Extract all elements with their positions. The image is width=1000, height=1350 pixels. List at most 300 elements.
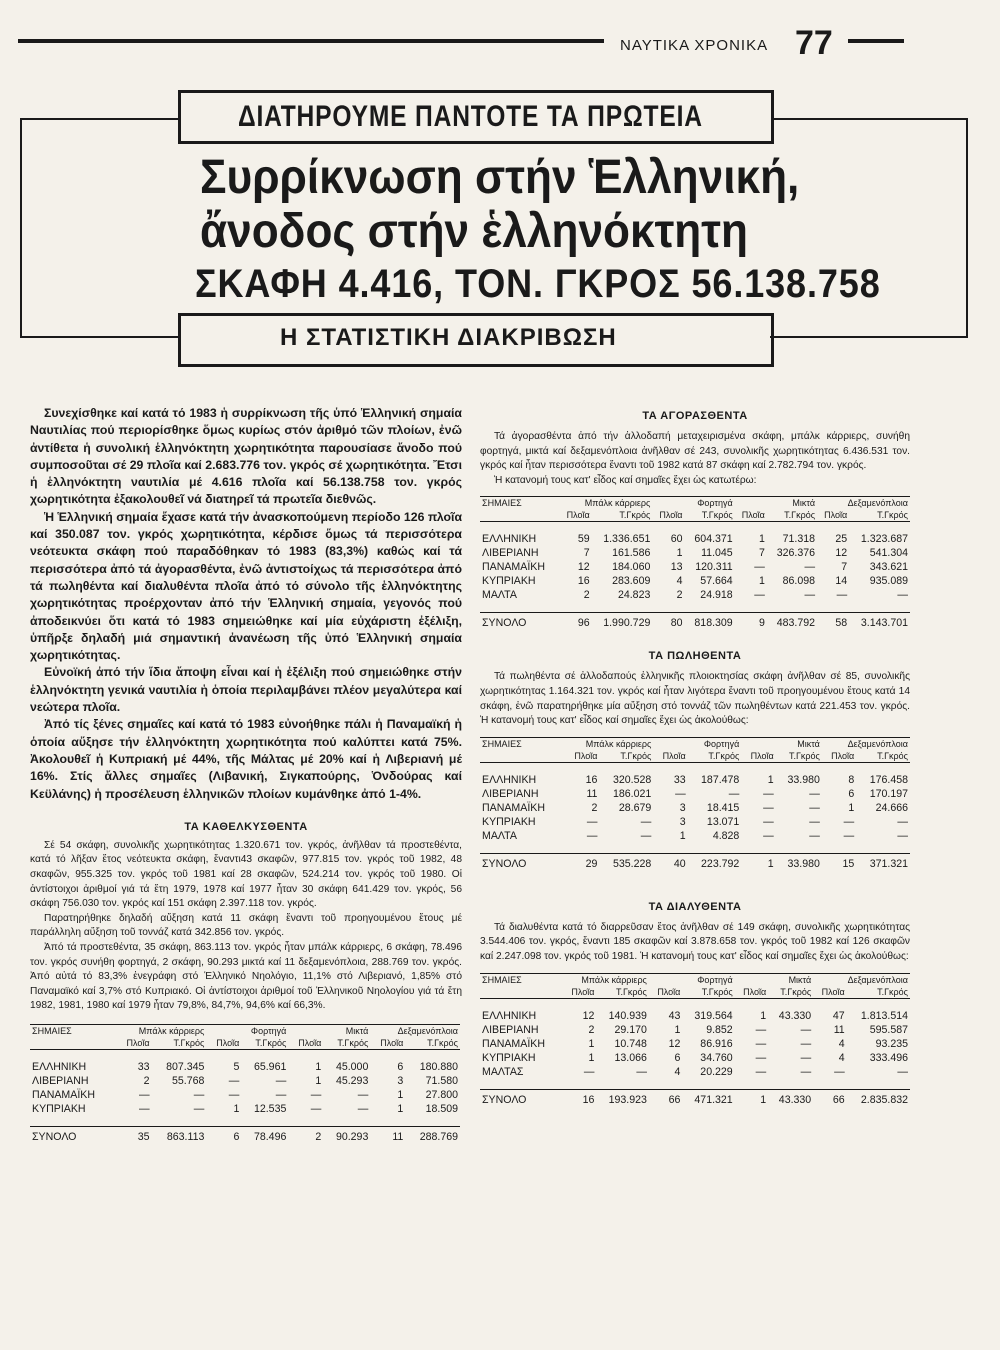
bought-para-2: Ἡ κατανομή τους κατ' εἶδος καί σημαῖες ἔχει ὡς κατωτέρω:: [494, 474, 757, 486]
total-cell: 818.309: [685, 613, 735, 631]
column-header-grt: Τ.Γκρός: [682, 986, 734, 999]
table-cell: —: [809, 787, 820, 800]
total-label: ΣΥΝΟΛΟ: [480, 1089, 563, 1107]
section-title-sold: ΤΑ ΠΩΛΗΘΕΝΤΑ: [648, 650, 742, 663]
total-cell: 78.496: [241, 1126, 288, 1144]
subtitle: Η ΣΤΑΤΙΣΤΙΚΗ ΔΙΑΚΡΙΒΩΣΗ: [280, 324, 617, 351]
table-cell: 186.021: [613, 787, 652, 800]
table-cell: 86.098: [782, 575, 816, 588]
spacer: [480, 522, 910, 533]
table-row: [30, 1074, 460, 1088]
spacer: [480, 1079, 910, 1090]
table-cell: 4: [838, 1051, 845, 1064]
table-cell: —: [310, 1102, 322, 1115]
table-cell: —: [755, 1065, 767, 1078]
table-cell: 4.828: [712, 829, 740, 842]
table-cell: 1: [760, 1009, 767, 1022]
table-cell: 18.509: [425, 1102, 458, 1115]
column-header-cargo: Φορτηγά: [652, 497, 734, 510]
total-cell: 90.293: [323, 1126, 370, 1144]
column-header-bulk: Μπάλκ κάρριερς: [563, 973, 649, 986]
table-cell: —: [138, 1088, 150, 1101]
spacer: [480, 602, 910, 613]
launched-para-2: Παρατηρήθηκε δηλαδή αὔξηση κατά 11 σκάφη ἔναντι τοῦ προηγουμένου ἔτους μέ παράλληλη αὔξηση τοῦ τοννάζ κατά 342.856 τον. γκρός.: [30, 912, 462, 939]
table-cell: 1: [588, 1037, 595, 1050]
table-cell: 7: [841, 561, 848, 574]
flag-name: ΚΥΠΡΙΑΚΗ: [32, 1102, 86, 1115]
table-cell: 1.813.514: [860, 1009, 908, 1022]
column-header-ships: Πλοῖα: [563, 986, 597, 999]
table-cell: 120.311: [695, 561, 733, 574]
table-cell: —: [675, 787, 686, 800]
scrapped-para-1: Τά διαλυθέντα κατά τό διαρρεῦσαν ἔτος ἀνῆλθαν σέ 149 σκάφη, συνολικῆς χωρητικότητας 3.544.406 τον. γκρός, ἔναντι 185 σκαφῶν καί 3.878.658 τον. γκρός τοῦ 1982 καί 126 σκαφῶν καί 2.247.098 τον. γκρός τοῦ 1981. Ἡ κατανομή τους κατ' εἶδος καί σημαῖες ἔχει ὡς ἀκολούθως:: [480, 921, 910, 962]
table-cell: —: [640, 815, 652, 828]
table-cell: 34.760: [700, 1051, 733, 1064]
launched-para-3: Ἀπό τά προστεθέντα, 35 σκάφη, 863.113 τον. γκρός ἦταν μπάλκ κάρριερς, 6 σκάφη, 78.496 τον. γκρός συνήθη φορτηγά, 2 σκάφη, 90.293 μικτά καί 11 δεξαμενόπλοια, 288.769 τον. γκρός. Ἀπό αὐτά τό 83,3% ἐνεγράφη στό Ἑλληνικό Νηολόγιο, 11,1% στό Λιβεριανό, 1,85% στό Παναμαϊκό καί 3,7% στό Κυπριακό. Οἱ ἀντίστοιχοι ἀριθμοί τοῦ Ἑλληνικοῦ Νηολογίου γιά τά ἔτη 1982, 1981, 1980 καί 1979 ἦταν 79,8%, 84,7%, 94,6% καί 66,3%.: [30, 941, 462, 1012]
column-header-mixed: Μικτά: [735, 497, 817, 510]
table-cell: 1.336.651: [603, 533, 651, 546]
table-cell: 16: [585, 773, 598, 786]
table-cell: 28.679: [618, 801, 652, 814]
total-label: ΣΥΝΟΛΟ: [30, 1126, 117, 1144]
table-cell: 1: [674, 1023, 681, 1036]
table-cell: 343.621: [869, 561, 908, 574]
total-cell: 193.923: [596, 1089, 648, 1107]
total-cell: 66: [813, 1089, 846, 1107]
flag-name: ΕΛΛΗΝΙΚΗ: [32, 1060, 87, 1073]
column-header-tankers: Δεξαμενόπλοια: [817, 497, 910, 510]
bought-para-1: Τά ἀγορασθέντα ἀπό τήν ἀλλοδαπή μεταχειρισμένα σκάφη, μπάλκ κάρριερς, συνήθη φορτηγά, μικτά καί δεξαμενόπλοια ἀνῆλθαν σέ 243, συνολικῆς χωρητικότητας 6.436.531 τον. γκρός καί ἦταν περισσότερα ἔναντι τοῦ 1982 κατά 87 σκάφη καί 2.782.794 τον. γκρός.: [480, 431, 910, 472]
table-cell: 59: [577, 533, 590, 546]
table-cell: 7: [583, 547, 590, 560]
total-cell: 483.792: [767, 613, 817, 631]
table-cell: 1: [397, 1102, 404, 1115]
spacer: [30, 1049, 460, 1060]
column-header-grt: Τ.Γκρός: [685, 509, 735, 522]
table-row: [480, 546, 910, 560]
table-cell: —: [586, 829, 598, 842]
table-cell: 2: [588, 1023, 595, 1036]
table-cell: 11.045: [701, 547, 733, 560]
table-cell: —: [897, 815, 908, 828]
total-cell: 33.980: [776, 853, 822, 871]
table-bought: [480, 496, 910, 630]
table-cell: —: [583, 1065, 595, 1078]
total-cell: 43.330: [768, 1089, 813, 1107]
table-cell: 2: [676, 589, 683, 602]
table-sold: [480, 737, 910, 871]
column-header-grt: Τ.Γκρός: [768, 986, 813, 999]
column-header-ships: Πλοῖα: [741, 750, 775, 763]
column-header-ships: Πλοῖα: [206, 1037, 241, 1050]
table-cell: 1: [758, 575, 765, 588]
table-cell: 935.089: [869, 575, 908, 588]
spacer: [480, 998, 910, 1009]
table-cell: 55.768: [171, 1074, 205, 1087]
table-cell: 65.961: [253, 1060, 287, 1073]
table-cell: 18.415: [706, 801, 740, 814]
table-cell: —: [834, 1065, 845, 1078]
table-cell: 1: [233, 1102, 240, 1115]
sub-rule-left: [20, 336, 180, 338]
column-header-grt: Τ.Γκρός: [405, 1037, 460, 1050]
flag-name: ΜΑΛΤΑ: [482, 829, 517, 842]
total-cell: 471.321: [682, 1089, 734, 1107]
table-cell: —: [754, 561, 765, 574]
table-cell: 1: [679, 829, 686, 842]
table-row: [480, 787, 910, 801]
column-header-grt: Τ.Γκρός: [599, 750, 653, 763]
header-rule-right: [848, 39, 904, 43]
table-cell: 1: [315, 1060, 322, 1073]
table-cell: 25: [835, 533, 848, 546]
total-cell: 96: [560, 613, 592, 631]
table-cell: 4: [674, 1065, 681, 1078]
table-cell: —: [228, 1074, 240, 1087]
table-row: [30, 1102, 460, 1116]
column-header-ships: Πλοῖα: [653, 750, 687, 763]
table-cell: —: [586, 815, 598, 828]
total-label: ΣΥΝΟΛΟ: [480, 613, 560, 631]
column-header-ships: Πλοῖα: [652, 509, 684, 522]
total-cell: 66: [649, 1089, 682, 1107]
flag-name: ΠΑΝΑΜΑΪΚΗ: [32, 1088, 95, 1101]
table-cell: 184.060: [612, 561, 651, 574]
magazine-name: ΝΑΥΤΙΚΑ ΧΡΟΝΙΚΑ: [620, 37, 769, 54]
table-cell: 3: [397, 1074, 404, 1087]
table-cell: —: [897, 589, 908, 602]
column-header-ships: Πλοῖα: [817, 509, 849, 522]
column-header-flags: ΣΗΜΑΙΕΣ: [480, 973, 563, 986]
table-cell: 86.916: [700, 1037, 733, 1050]
table-row: [480, 574, 910, 588]
column-header-ships: Πλοῖα: [735, 509, 767, 522]
table-cell: 595.587: [869, 1023, 908, 1036]
table-cell: —: [763, 787, 774, 800]
flag-name: ΜΑΛΤΑΣ: [482, 1065, 524, 1078]
table-launched: [30, 1024, 460, 1144]
table-cell: 2: [143, 1074, 150, 1087]
table-cell: 1: [848, 801, 855, 814]
table-cell: —: [310, 1088, 322, 1101]
column-header-ships: Πλοῖα: [117, 1037, 152, 1050]
column-header-flags: ΣΗΜΑΙΕΣ: [480, 497, 560, 510]
table-cell: —: [275, 1088, 287, 1101]
blank-cell: [30, 1037, 117, 1050]
table-cell: 1: [676, 547, 683, 560]
table-cell: 71.318: [782, 533, 816, 546]
kicker: ΔΙΑΤΗΡΟΥΜΕ ΠΑΝΤΟΤΕ ΤΑ ΠΡΩΤΕΙΑ: [238, 100, 703, 133]
column-header-flags: ΣΗΜΑΙΕΣ: [480, 737, 565, 750]
launched-para-1: Σέ 54 σκάφη, συνολικῆς χωρητικότητας 1.320.671 τον. γκρός, ἀνῆλθαν τά προστεθέντα, κατά τό λῆξαν ἔτος νεότευκτα σκάφη, ἔναντι43 σκαφῶν, 977.815 τον. γκρός τοῦ 1982, 48 σκαφῶν, 955.325 τον. γκρός τοῦ 1981 καί 28 σκαφῶν, 524.214 τον. γκρός τοῦ 1980. Οἱ ἀντίστοιχοι ἀριθμοί γιά τά ἔτη 1979, 1978 καί 1977 ἦταν 30 σκάφη 641.429 τον. γκρός, 56 σκάφη 756.030 τον. γκρός καί 151 σκάφη 2.397.118 τον. γκρός.: [30, 839, 462, 910]
table-cell: 283.609: [612, 575, 651, 588]
column-header-ships: Πλοῖα: [288, 1037, 323, 1050]
table-header-row: [30, 1024, 460, 1037]
table-cell: —: [804, 589, 816, 602]
table-cell: 10.748: [614, 1037, 647, 1050]
table-cell: 161.586: [612, 547, 651, 560]
table-cell: —: [763, 815, 774, 828]
column-header-ships: Πλοῖα: [560, 509, 592, 522]
column-header-grt: Τ.Γκρός: [849, 509, 910, 522]
table-cell: —: [800, 1065, 812, 1078]
table-cell: 12: [582, 1009, 595, 1022]
table-cell: 47: [832, 1009, 845, 1022]
flag-name: ΛΙΒΕΡΙΑΝΗ: [32, 1074, 89, 1087]
table-cell: —: [275, 1074, 287, 1087]
spacer: [480, 762, 910, 773]
table-cell: 45.293: [335, 1074, 369, 1087]
table-cell: 12: [835, 547, 848, 560]
total-cell: 535.228: [599, 853, 653, 871]
flag-name: ΕΛΛΗΝΙΚΗ: [482, 533, 537, 546]
blank-cell: [480, 750, 565, 763]
column-header-grt: Τ.Γκρός: [688, 750, 742, 763]
column-header-mixed: Μικτά: [741, 737, 822, 750]
table-cell: 1: [315, 1074, 322, 1087]
table-row: [480, 560, 910, 574]
left-column: [30, 405, 462, 1144]
sold-para-1: Τά πωληθέντα σέ ἀλλοδαπούς ἑλληνικῆς πλοιοκτησίας σκάφη ἀνῆλθαν σέ 85, συνολικῆς χωρητικότητας 1.164.321 τον. γκρός καί ἦταν λιγότερα ἔναντι τοῦ προηγουμένου ἔτους κατά 14 σκάφη, ἐνῶ παρατηρήθηκε μία αὔξηση στό τοννάζ τῶν πωληθέντων κατά 221.453 τον. γκρός. Ἡ κατανομή τους κατ' εἶδος καί σημαῖες ἔχει ὡς ἀκολούθως:: [480, 671, 910, 727]
table-cell: —: [836, 589, 848, 602]
table-cell: —: [763, 829, 774, 842]
table-cell: 807.345: [166, 1060, 205, 1073]
table-cell: 93.235: [875, 1037, 908, 1050]
total-cell: 9: [735, 613, 767, 631]
intro-para-3: Εὐνοϊκή ἀπό τήν ἴδια ἄποψη εἶναι καί ἡ ἐξέλιξη πού σημειώθηκε στήν ἑλληνόκτητη γενικά ναυτιλία ἡ ὁποία περιλαμβάνει πλέον μεγαλύτερα καί νεώτερα πλοῖα.: [30, 665, 462, 715]
table-cell: 1: [767, 773, 774, 786]
column-header-mixed: Μικτά: [288, 1024, 370, 1037]
table-cell: 29.170: [614, 1023, 647, 1036]
table-subheader-row: [30, 1037, 460, 1050]
table-cell: 60: [670, 533, 683, 546]
total-cell: 35: [117, 1126, 152, 1144]
table-cell: —: [763, 801, 774, 814]
total-cell: 371.321: [856, 853, 910, 871]
flag-name: ΛΙΒΕΡΙΑΝΗ: [482, 787, 539, 800]
flag-name: ΠΑΝΑΜΑΪΚΗ: [482, 801, 545, 814]
table-cell: 9.852: [706, 1023, 733, 1036]
table-cell: 170.197: [869, 787, 908, 800]
right-column: [480, 410, 910, 1107]
column-header-ships: Πλοῖα: [735, 986, 768, 999]
table-header-row: [480, 737, 910, 750]
table-cell: 43.330: [778, 1009, 812, 1022]
column-header-mixed: Μικτά: [735, 973, 814, 986]
total-cell: 1: [735, 1089, 768, 1107]
table-cell: —: [809, 815, 820, 828]
flag-name: ΜΑΛΤΑ: [482, 589, 517, 602]
table-cell: —: [755, 1023, 767, 1036]
column-header-grt: Τ.Γκρός: [596, 986, 648, 999]
table-cell: 13: [670, 561, 683, 574]
table-cell: 13.066: [614, 1051, 647, 1064]
table-cell: —: [728, 787, 740, 800]
table-cell: —: [754, 589, 765, 602]
headline-line-2: ἄνοδος στήν ἑλληνόκτητη: [200, 205, 748, 258]
total-cell: 6: [206, 1126, 241, 1144]
table-subheader-row: [480, 750, 910, 763]
table-total-row: [480, 853, 910, 871]
table-cell: 7: [758, 547, 765, 560]
total-cell: 288.769: [405, 1126, 460, 1144]
table-cell: 20.229: [700, 1065, 733, 1078]
table-cell: —: [636, 1065, 647, 1078]
total-cell: 80: [652, 613, 684, 631]
header-rule-left: [18, 39, 604, 43]
table-row: [480, 1037, 910, 1051]
sub-rule-right: [770, 336, 966, 338]
table-row: [480, 829, 910, 843]
table-cell: 27.800: [425, 1088, 458, 1101]
table-cell: 43: [668, 1009, 681, 1022]
flag-name: ΚΥΠΡΙΑΚΗ: [482, 815, 536, 828]
total-cell: 16: [563, 1089, 597, 1107]
table-cell: 6: [397, 1060, 404, 1073]
table-cell: 1: [397, 1088, 404, 1101]
headline-line-1: Συρρίκνωση στήν Ἑλληνική,: [200, 151, 800, 204]
table-cell: —: [804, 561, 816, 574]
total-cell: 11: [370, 1126, 405, 1144]
spacer: [30, 1116, 460, 1127]
table-row: [480, 1009, 910, 1023]
flag-name: ΠΑΝΑΜΑΪΚΗ: [482, 561, 545, 574]
table-cell: —: [640, 829, 652, 842]
table-cell: 12: [668, 1037, 681, 1050]
table-cell: 11: [586, 787, 598, 800]
table-cell: 3: [679, 801, 686, 814]
table-cell: 6: [848, 787, 855, 800]
page-number: 77: [795, 24, 833, 62]
table-cell: 180.880: [419, 1060, 458, 1073]
column-header-grt: Τ.Γκρός: [323, 1037, 370, 1050]
table-cell: 140.939: [608, 1009, 647, 1022]
table-cell: —: [193, 1102, 205, 1115]
column-header-bulk: Μπάλκ κάρριερς: [560, 497, 653, 510]
total-cell: 863.113: [152, 1126, 207, 1144]
table-row: [480, 1051, 910, 1065]
column-header-grt: Τ.Γκρός: [241, 1037, 288, 1050]
table-cell: 33: [673, 773, 686, 786]
flag-name: ΛΙΒΕΡΙΑΝΗ: [482, 1023, 539, 1036]
table-row: [480, 1023, 910, 1037]
table-cell: —: [843, 829, 855, 842]
total-cell: 2: [288, 1126, 323, 1144]
column-header-tankers: Δεξαμενόπλοια: [822, 737, 910, 750]
intro-para-4: Ἀπό τίς ξένες σημαῖες καί κατά τό 1983 εὐνοήθηκε πάλι ἡ Παναμαϊκή ἡ ὁποία αὔξησε τήν ἑλληνόκτητη χωρητικότητα πού καλύπτει κατά 75%. Ἀκολουθεῖ ἡ Κυπριακή μέ 44%, τῆς Μάλτας μέ 20% καί ἡ Λιβεριανή μέ 16%. Στίς ἄλλες σημαῖες (Λιβανική, Σιγκαπούρης, Ὁνδούρας καί Κεϋλάνης) ἡ προσέλευση ἑλληνικῶν πλοίων κυμάνθηκε ἀπό 1-4%.: [30, 717, 462, 801]
table-cell: 13.071: [706, 815, 740, 828]
section-title-bought: ΤΑ ΑΓΟΡΑΣΘΕΝΤΑ: [642, 410, 748, 422]
headline-stat-text: ΣΚΑΦΗ 4.416, ΤΟΝ. ΓΚΡΟΣ 56.138.758: [195, 262, 881, 306]
table-cell: —: [809, 829, 820, 842]
table-row: [480, 588, 910, 602]
flag-name: ΕΛΛΗΝΙΚΗ: [482, 773, 537, 786]
table-cell: 326.376: [776, 547, 816, 560]
column-header-cargo: Φορτηγά: [653, 737, 741, 750]
flag-name: ΕΛΛΗΝΙΚΗ: [482, 1009, 537, 1022]
table-cell: 24.666: [875, 801, 908, 814]
intro-para-2: Ἡ Ἑλληνική σημαία ἔχασε κατά τήν ἀνασκοπούμενη περίοδο 126 πλοῖα καί 350.087 τον. γκρός χωρητικότητα, κέρδισε ὅμως τά περισσότερα νεότευκτα σκάφη πού παραδόθηκαν τό 1983 (83,3%) καθώς καί τά περισσότερα ἀπό τά ἀγορασθέντα, ἐνῶ ἀντιστοίχως τά περισσότερα ἀπό τά πωληθέντα καί διαλυθέντα πλοῖα ἀπό τό σύνολο τῆς ἑλληνόκτητης χωρητικότητας προέρχονταν ἀπό τήν Ἑλληνική σημαία, γεγονός πού ἀποδεικνύει ὅτι κατά τό 1983 σημειώθηκε καί μία εὐχάριστη ἐξέλιξη, ὑπῆρξε δηλαδή μιά σημαντική ἀνανέωση τῆς ὑπό Ἑλληνική σημαία χωρητικότητας.: [30, 509, 462, 663]
column-header-grt: Τ.Γκρός: [152, 1037, 207, 1050]
table-cell: —: [228, 1088, 240, 1101]
table-cell: —: [809, 801, 820, 814]
table-cell: 333.496: [869, 1051, 908, 1064]
table-cell: 57.664: [700, 575, 733, 588]
table-cell: 8: [848, 773, 855, 786]
table-cell: 2: [591, 801, 598, 814]
table-cell: 16: [577, 575, 590, 588]
table-total-row: [30, 1126, 460, 1144]
table-cell: 6: [674, 1051, 681, 1064]
section-title-scrapped: ΤΑ ΔΙΑΛΥΘΕΝΤΑ: [648, 900, 742, 913]
column-header-bulk: Μπάλκ κάρριερς: [565, 737, 653, 750]
table-row: [30, 1060, 460, 1074]
column-header-bulk: Μπάλκ κάρριερς: [117, 1024, 207, 1037]
table-cell: 24.918: [700, 589, 733, 602]
column-header-grt: Τ.Γκρός: [592, 509, 653, 522]
section-title-launched: ΤΑ ΚΑΘΕΛΚΥΣΘΕΝΤΑ: [184, 820, 308, 833]
table-cell: 5: [233, 1060, 240, 1073]
column-header-ships: Πλοῖα: [822, 750, 856, 763]
table-cell: 176.458: [869, 773, 908, 786]
spacer: [480, 843, 910, 854]
table-cell: 45.000: [335, 1060, 369, 1073]
column-header-ships: Πλοῖα: [813, 986, 846, 999]
flag-name: ΚΥΠΡΙΑΚΗ: [482, 1051, 536, 1064]
column-header-grt: Τ.Γκρός: [847, 986, 910, 999]
table-cell: 14: [835, 575, 848, 588]
flag-name: ΚΥΠΡΙΑΚΗ: [482, 575, 536, 588]
total-cell: 58: [817, 613, 849, 631]
total-cell: 223.792: [688, 853, 742, 871]
column-header-flags: ΣΗΜΑΙΕΣ: [30, 1024, 117, 1037]
table-cell: 604.371: [694, 533, 733, 546]
table-cell: 12.535: [253, 1102, 287, 1115]
column-header-ships: Πλοῖα: [649, 986, 682, 999]
flag-name: ΛΙΒΕΡΙΑΝΗ: [482, 547, 539, 560]
total-cell: 3.143.701: [849, 613, 910, 631]
column-header-cargo: Φορτηγά: [206, 1024, 288, 1037]
table-cell: —: [800, 1023, 812, 1036]
table-cell: 1.323.687: [860, 533, 908, 546]
table-cell: 24.823: [617, 589, 651, 602]
table-cell: —: [897, 1065, 908, 1078]
table-cell: —: [138, 1102, 150, 1115]
table-cell: 4: [838, 1037, 845, 1050]
table-row: [480, 773, 910, 787]
table-cell: 541.304: [869, 547, 908, 560]
table-cell: 320.528: [613, 773, 652, 786]
column-header-grt: Τ.Γκρός: [776, 750, 822, 763]
table-cell: —: [755, 1037, 767, 1050]
blank-cell: [480, 509, 560, 522]
column-header-grt: Τ.Γκρός: [767, 509, 817, 522]
table-cell: 12: [577, 561, 590, 574]
column-header-grt: Τ.Γκρός: [856, 750, 910, 763]
flag-name: ΠΑΝΑΜΑΪΚΗ: [482, 1037, 545, 1050]
table-row: [480, 1065, 910, 1079]
table-cell: —: [897, 829, 908, 842]
table-scrapped: [480, 973, 910, 1107]
table-cell: 71.580: [425, 1074, 458, 1087]
table-cell: —: [357, 1088, 369, 1101]
table-header-row: [480, 973, 910, 986]
headline-stat: [195, 262, 881, 307]
table-total-row: [480, 1089, 910, 1107]
total-cell: 15: [822, 853, 856, 871]
table-cell: —: [755, 1051, 767, 1064]
blank-cell: [480, 986, 563, 999]
